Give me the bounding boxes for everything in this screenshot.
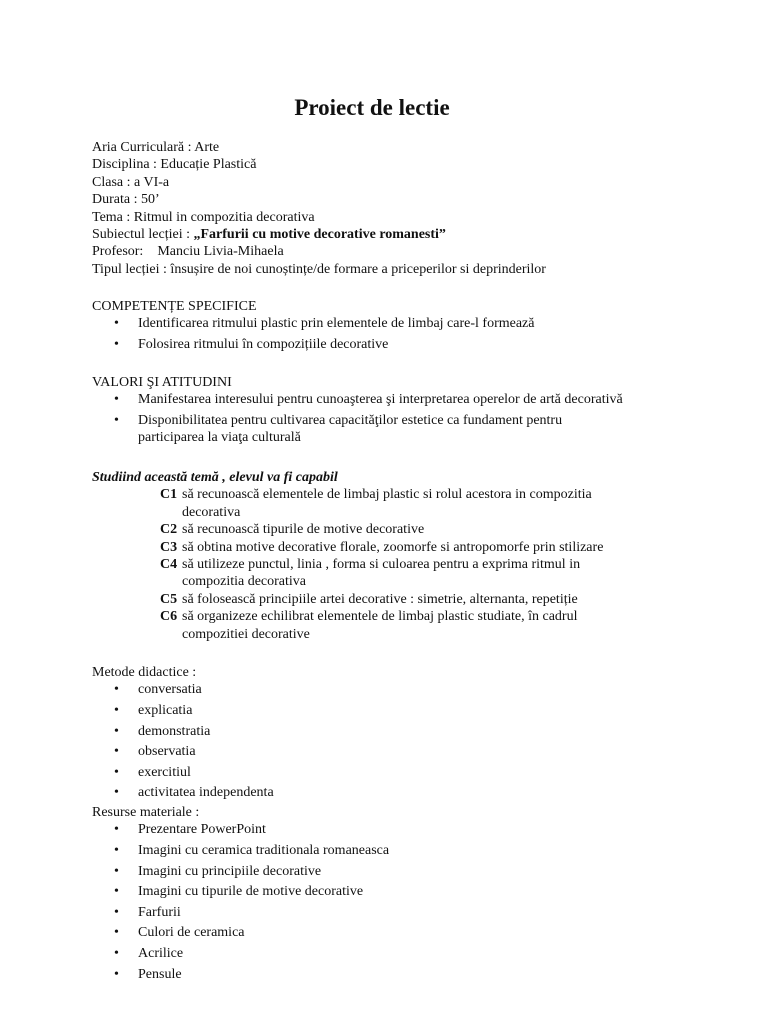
valori-heading: VALORI ŞI ATITUDINI <box>92 375 232 390</box>
list-item-line: • Disponibilitatea pentru cultivarea capacităţilor estetice ca fundament pentru <box>138 413 563 428</box>
objective-c5 <box>92 591 732 608</box>
lesson-info <box>92 139 732 278</box>
list-item: • Imagini cu ceramica traditionala romaneasca <box>92 842 732 859</box>
document-title: Proiect de lectie <box>294 95 450 120</box>
objective-line: să recunoască elementele de limbaj plastic si rolul acestora in compozitia <box>182 487 592 503</box>
list-item: • Prezentare PowerPoint <box>92 821 732 838</box>
objective-line: decorativa <box>182 504 241 520</box>
subject-value: „Farfurii cu motive decorative romanesti” <box>193 227 446 243</box>
methods-section <box>92 664 732 805</box>
objective-code: C6 <box>160 609 178 625</box>
valori-section <box>92 374 732 450</box>
resources-list <box>92 821 732 983</box>
objective-code: C4 <box>160 557 178 573</box>
competente-list <box>92 315 732 353</box>
list-item <box>92 391 732 408</box>
objective-line: să recunoască tipurile de motive decorative <box>182 522 425 538</box>
objective-code: C5 <box>160 591 178 607</box>
resources-section <box>92 804 732 986</box>
objective-code: C1 <box>160 487 178 503</box>
info-clasa: Clasa : a VI-a <box>92 174 170 190</box>
list-item: • Folosirea ritmului în compozițiile decorative <box>92 336 732 353</box>
info-profesor: Profesor: Manciu Livia-Mihaela <box>92 244 284 260</box>
list-item: • explicatia <box>92 702 732 719</box>
valori-list <box>92 391 732 446</box>
objective-line: să folosească principiile artei decorative : simetrie, alternanta, repetiție <box>182 591 578 607</box>
list-item: • Identificarea ritmului plastic prin elementele de limbaj care-l formează <box>92 315 732 332</box>
objective-line: să obtina motive decorative florale, zoomorfe si antropomorfe prin stilizare <box>182 539 604 555</box>
list-item-line: participarea la viaţa culturală <box>138 430 301 446</box>
objective-c6 <box>92 608 732 643</box>
objective-line: să organizeze echilibrat elementele de limbaj plastic studiate, în cadrul <box>182 609 578 625</box>
competente-heading: COMPETENȚE SPECIFICE <box>92 299 257 314</box>
objective-c1 <box>92 486 732 521</box>
list-item: • Imagini cu tipurile de motive decorative <box>92 883 732 900</box>
list-item: • exercitiul <box>92 764 732 781</box>
objective-c4 <box>92 556 732 591</box>
info-durata: Durata : 50’ <box>92 192 160 208</box>
list-item: • activitatea independenta <box>92 784 732 801</box>
info-subiect <box>92 226 732 243</box>
objective-line: să utilizeze punctul, linia , forma si culoarea pentru a exprima ritmul in <box>182 557 581 573</box>
info-tema: Tema : Ritmul in compozitia decorativa <box>92 209 315 225</box>
list-item: • observatia <box>92 743 732 760</box>
list-item: • demonstratia <box>92 723 732 740</box>
info-aria: Aria Curriculară : Arte <box>92 140 220 155</box>
list-item <box>92 412 732 447</box>
objective-line: compozitiei decorative <box>182 626 310 642</box>
list-item: • Farfurii <box>92 904 732 921</box>
info-tipul-lectiei: Tipul lecției : însușire de noi cunoștințe/de formare a priceperilor si deprinderilor <box>92 261 546 277</box>
list-item: • Culori de ceramica <box>92 924 732 941</box>
objective-code: C2 <box>160 522 178 538</box>
methods-heading: Metode didactice : <box>92 665 197 680</box>
objectives-heading: Studiind această temă , elevul va fi capabil <box>92 470 338 485</box>
competente-section <box>92 298 732 357</box>
list-item-line: • Manifestarea interesului pentru cunoaşterea şi interpretarea operelor de artă decorativă <box>138 392 623 408</box>
info-disciplina: Disciplina : Educație Plastică <box>92 157 257 173</box>
objective-c3 <box>92 539 732 556</box>
subject-prefix: Subiectul lecției : <box>92 227 194 243</box>
list-item: • Imagini cu principiile decorative <box>92 863 732 880</box>
list-item: • Pensule <box>92 966 732 983</box>
objective-c2 <box>92 521 732 538</box>
methods-list <box>92 681 732 801</box>
objectives-section <box>92 469 732 643</box>
list-item: • Acrilice <box>92 945 732 962</box>
objective-code: C3 <box>160 539 178 555</box>
list-item: • conversatia <box>92 681 732 698</box>
resources-heading: Resurse materiale : <box>92 805 200 820</box>
objective-line: compozitia decorativa <box>182 574 306 590</box>
